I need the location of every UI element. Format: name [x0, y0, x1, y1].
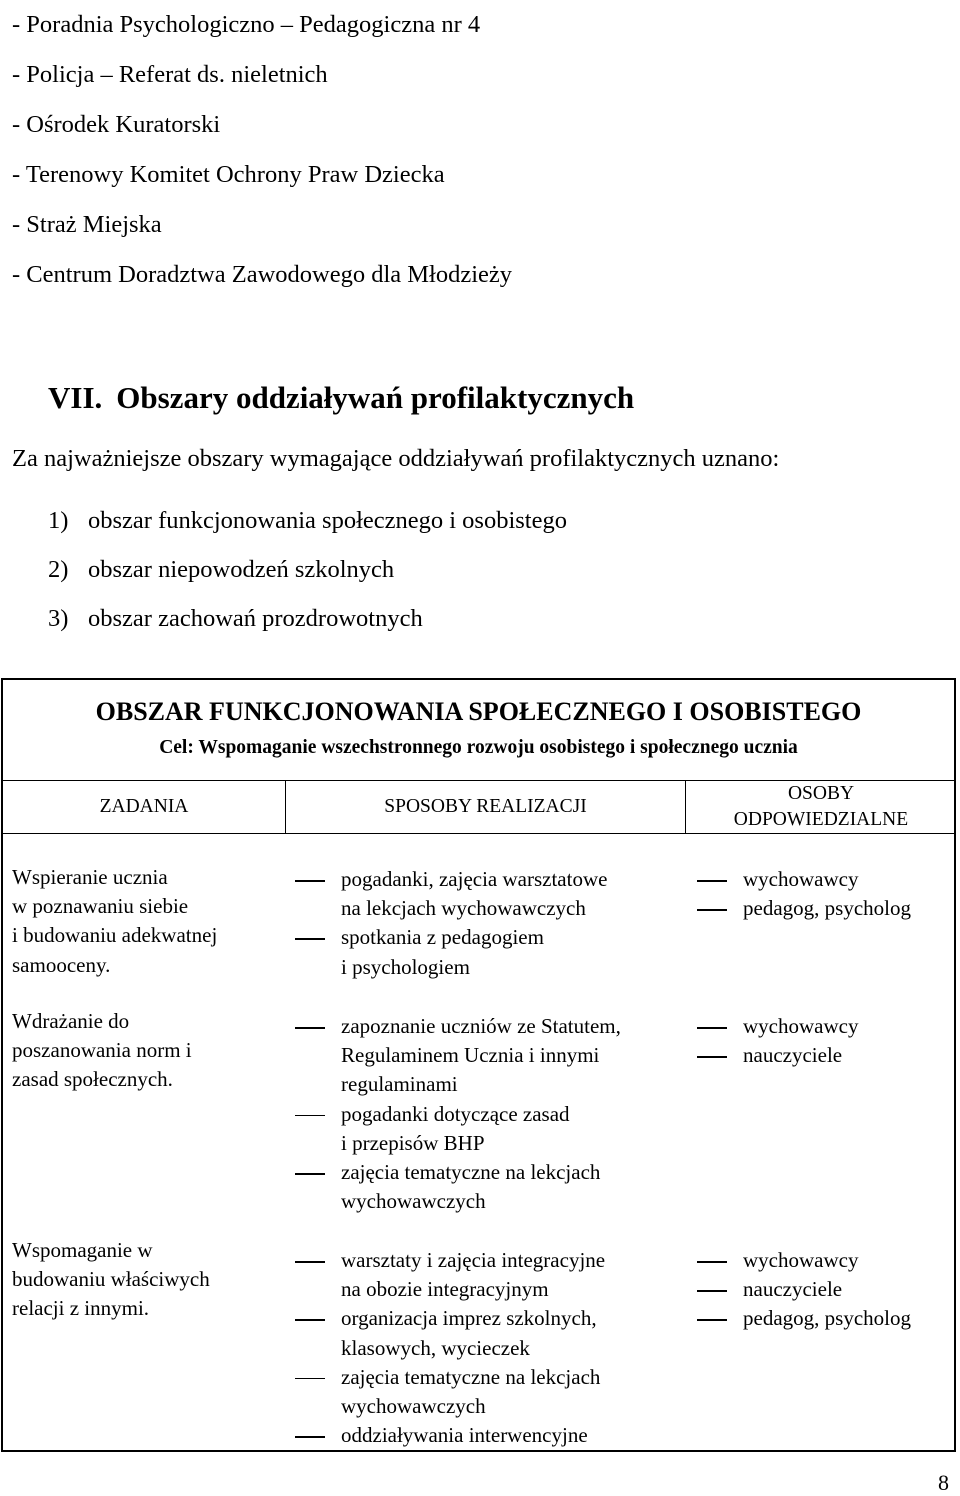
list-item: wychowawcy: [695, 865, 957, 894]
ways-cell: [293, 865, 683, 982]
column-header-line: OSOBY: [787, 782, 855, 804]
ways-cell: [293, 1012, 683, 1216]
persons-cell: [695, 1246, 957, 1334]
item-line: wychowawczych: [341, 1189, 486, 1214]
item-line: na lekcjach wychowawczych: [341, 896, 586, 921]
item-line: zajęcia tematyczne na lekcjach: [341, 1364, 601, 1389]
list-item: [293, 1100, 683, 1158]
item-line: spotkania z pedagogiem: [341, 925, 544, 950]
ways-cell: [293, 1246, 683, 1450]
column-header-persons: [686, 780, 956, 834]
item-line: i przepisów BHP: [341, 1130, 485, 1155]
list-item: [293, 1158, 683, 1216]
list-number: 3): [48, 605, 69, 632]
areas-list: [48, 496, 567, 643]
list-number: 2): [48, 556, 69, 583]
item-line: oddziaływania interwencyjne: [341, 1423, 588, 1448]
item-line: pogadanki dotyczące zasad: [341, 1101, 570, 1126]
list-text: obszar niepowodzeń szkolnych: [88, 556, 395, 583]
section-title: Obszary oddziaływań profilaktycznych: [116, 380, 635, 415]
list-item: pedagog, psycholog: [695, 894, 957, 923]
column-header-tasks: ZADANIA: [3, 780, 286, 834]
item-line: zajęcia tematyczne na lekcjach: [341, 1160, 601, 1185]
item-line: pogadanki, zajęcia warsztatowe: [341, 867, 608, 891]
institutions-list: [12, 0, 512, 300]
item-line: warsztaty i zajęcia integracyjne: [341, 1248, 606, 1272]
list-item: nauczyciele: [695, 1275, 957, 1304]
list-item: - Straż Miejska: [12, 211, 162, 238]
task-line: Wspieranie ucznia: [12, 865, 168, 889]
area-table: [1, 678, 956, 1452]
task-line: w poznawaniu siebie: [12, 894, 189, 919]
persons-cell: [695, 1012, 957, 1070]
list-item: - Centrum Doradztwa Zawodowego dla Młodzieży: [12, 261, 513, 288]
list-item: wychowawcy: [695, 1012, 957, 1041]
list-item: pedagog, psycholog: [695, 1304, 957, 1333]
list-item: wychowawcy: [695, 1246, 957, 1275]
list-item: [293, 1304, 683, 1362]
item-line: organizacja imprez szkolnych,: [341, 1306, 597, 1331]
task-cell: [12, 1007, 282, 1095]
task-line: poszanowania norm i: [12, 1038, 192, 1063]
item-line: i psychologiem: [341, 954, 470, 979]
item-line: Regulaminem Ucznia i innymi: [341, 1043, 600, 1068]
section-intro: Za najważniejsze obszary wymagające oddziaływań profilaktycznych uznano:: [12, 445, 780, 472]
persons-cell: [695, 865, 957, 923]
table-goal: Cel: Wspomaganie wszechstronnego rozwoju osobistego i społecznego ucznia: [159, 737, 798, 758]
table-header: [3, 680, 954, 781]
list-number: 1): [48, 507, 69, 534]
list-text: obszar zachowań prozdrowotnych: [88, 605, 423, 632]
list-item: [293, 1012, 683, 1100]
task-cell: [12, 863, 282, 980]
item-line: klasowych, wycieczek: [341, 1335, 530, 1360]
list-item: [293, 1246, 683, 1304]
task-line: relacji z innymi.: [12, 1296, 150, 1321]
column-header-line: ODPOWIEDZIALNE: [733, 808, 909, 830]
list-item: [293, 923, 683, 981]
task-cell: [12, 1236, 282, 1324]
task-line: budowaniu właściwych: [12, 1267, 210, 1292]
item-line: na obozie integracyjnym: [341, 1277, 549, 1302]
list-item: [293, 1421, 683, 1450]
task-line: i budowaniu adekwatnej: [12, 923, 218, 948]
list-item: - Ośrodek Kuratorski: [12, 111, 221, 138]
list-item: [48, 496, 567, 545]
task-line: Wdrażanie do: [12, 1009, 130, 1033]
list-item: [48, 545, 567, 594]
page-number: 8: [938, 1470, 949, 1495]
list-item: [293, 1363, 683, 1421]
list-item: [48, 594, 567, 643]
list-item: - Terenowy Komitet Ochrony Praw Dziecka: [12, 161, 445, 188]
task-line: zasad społecznych.: [12, 1067, 173, 1092]
item-line: regulaminami: [341, 1072, 458, 1097]
item-line: wychowawczych: [341, 1394, 486, 1419]
task-line: Wspomaganie w: [12, 1238, 153, 1262]
table-title: OBSZAR FUNKCJONOWANIA SPOŁECZNEGO I OSOBISTEGO: [95, 697, 862, 726]
list-text: obszar funkcjonowania społecznego i osobistego: [88, 507, 567, 534]
list-item: - Policja – Referat ds. nieletnich: [12, 61, 328, 88]
section-number: VII.: [48, 380, 103, 415]
list-item: - Poradnia Psychologiczno – Pedagogiczna nr 4: [12, 11, 481, 38]
task-line: samooceny.: [12, 952, 111, 977]
list-item: [293, 865, 683, 923]
section-heading: [48, 380, 634, 416]
item-line: zapoznanie uczniów ze Statutem,: [341, 1014, 621, 1038]
column-header-ways: SPOSOBY REALIZACJI: [286, 780, 686, 834]
list-item: nauczyciele: [695, 1041, 957, 1070]
